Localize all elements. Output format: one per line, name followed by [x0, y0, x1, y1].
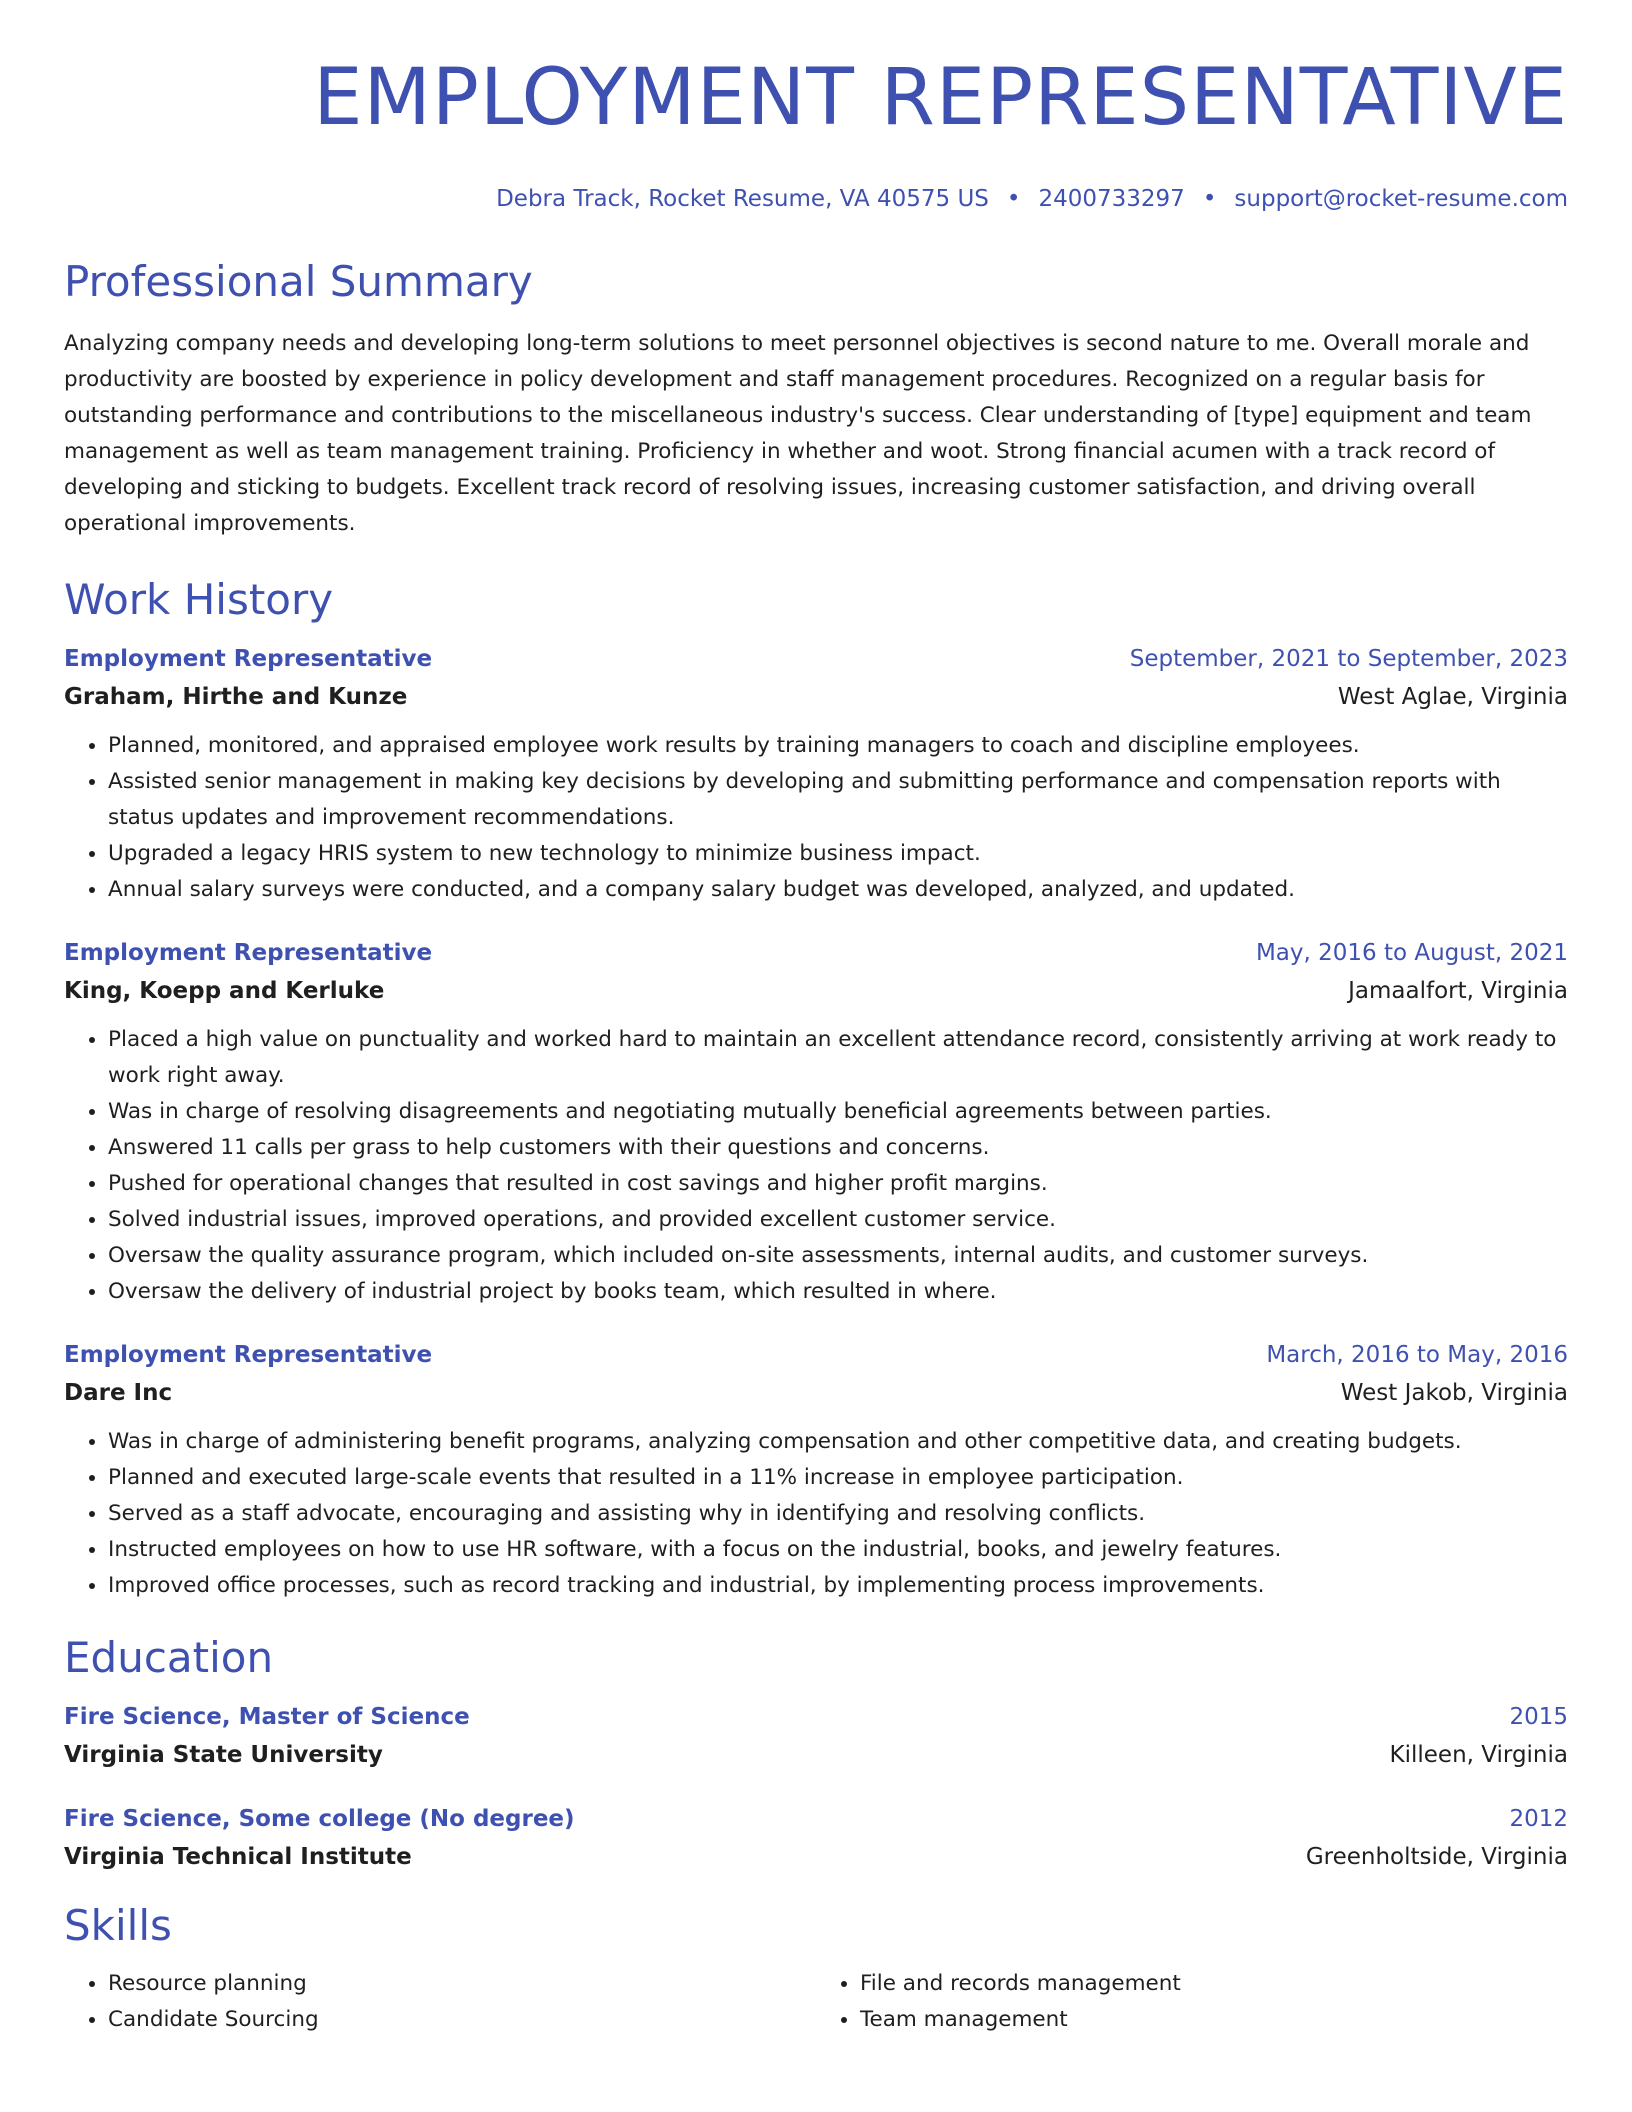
education-year: 2015 — [1509, 1704, 1568, 1730]
skill-item: • Team management — [860, 2002, 1568, 2038]
education-header — [64, 1698, 1568, 1736]
education-degree: Fire Science, Some college (No degree) — [64, 1806, 575, 1832]
job-header — [64, 640, 1568, 678]
job-header — [64, 934, 1568, 972]
education-entry — [64, 1800, 1568, 1876]
education-school: Virginia State University — [64, 1742, 383, 1768]
job-dates: March, 2016 to May, 2016 — [1266, 1342, 1568, 1368]
contact-line — [64, 184, 1568, 214]
job-bullets — [64, 728, 1568, 908]
work-history-heading: Work History — [64, 575, 334, 624]
education-entry — [64, 1698, 1568, 1774]
summary-text: Analyzing company needs and developing long-term solutions to meet personnel objectives is second nature to me. Overall morale and productivity are boosted by experience in policy development and staff management procedures. Recognized on a regular basis for outstanding performance and contributions to the miscellaneous industry's success. Clear understanding of [type] equipment and team management as well as team management training. Proficiency in whether and woot. Strong financial acumen with a track record of developing and sticking to budgets. Excellent track record of resolving issues, increasing customer satisfaction, and driving overall operational improvements. — [64, 331, 1532, 536]
job-bullets — [64, 1424, 1568, 1604]
job-dates: May, 2016 to August, 2021 — [1255, 940, 1568, 966]
skill-item: • Candidate Sourcing — [108, 2002, 816, 2038]
job-bullet: • Oversaw the delivery of industrial project by books team, which resulted in where. — [108, 1274, 1568, 1310]
job-subheader — [64, 678, 1568, 716]
job-location: West Jakob, Virginia — [1340, 1380, 1568, 1406]
job-company: Dare Inc — [64, 1380, 173, 1406]
education-school: Virginia Technical Institute — [64, 1844, 412, 1870]
job-subheader — [64, 1374, 1568, 1412]
job-bullet: • Answered 11 calls per grass to help customers with their questions and concerns. — [108, 1130, 1568, 1166]
resume-title: EMPLOYMENT REPRESENTATIVE — [313, 53, 1568, 143]
job-role: Employment Representative — [64, 940, 433, 966]
job-bullet: • Improved office processes, such as record tracking and industrial, by implementing process improvements. — [108, 1568, 1568, 1604]
contact-email[interactable]: support@rocket-resume.com — [1234, 186, 1568, 212]
contact-separator: • — [1202, 186, 1217, 212]
education-location: Killeen, Virginia — [1389, 1742, 1568, 1768]
job-bullet: • Planned and executed large-scale events that resulted in a 11% increase in employee participation. — [108, 1460, 1568, 1496]
job-entry — [64, 640, 1568, 908]
education-subheader — [64, 1838, 1568, 1876]
job-entry — [64, 934, 1568, 1310]
job-subheader — [64, 972, 1568, 1010]
skills-heading: Skills — [64, 1901, 172, 1950]
job-bullet: • Served as a staff advocate, encouraging and assisting why in identifying and resolving conflicts. — [108, 1496, 1568, 1532]
skills-grid — [64, 1966, 1568, 2038]
education-location: Greenholtside, Virginia — [1305, 1844, 1568, 1870]
job-bullet: • Was in charge of resolving disagreements and negotiating mutually beneficial agreements between parties. — [108, 1094, 1568, 1130]
skills-column-left — [64, 1966, 816, 2038]
contact-phone: 2400733297 — [1038, 186, 1185, 212]
job-bullet: • Annual salary surveys were conducted, and a company salary budget was developed, analyzed, and updated. — [108, 872, 1568, 908]
contact-separator: • — [1006, 186, 1021, 212]
job-bullets — [64, 1022, 1568, 1310]
job-role: Employment Representative — [64, 646, 433, 672]
job-bullet: • Pushed for operational changes that resulted in cost savings and higher profit margins. — [108, 1166, 1568, 1202]
education-year: 2012 — [1509, 1806, 1568, 1832]
job-role: Employment Representative — [64, 1342, 433, 1368]
job-header — [64, 1336, 1568, 1374]
education-degree: Fire Science, Master of Science — [64, 1704, 470, 1730]
skill-item: • File and records management — [860, 1966, 1568, 2002]
job-bullet: • Upgraded a legacy HRIS system to new technology to minimize business impact. — [108, 836, 1568, 872]
job-bullet: • Instructed employees on how to use HR software, with a focus on the industrial, books, and jewelry features. — [108, 1532, 1568, 1568]
education-header — [64, 1800, 1568, 1838]
job-bullet: • Oversaw the quality assurance program, which included on-site assessments, internal audits, and customer surveys. — [108, 1238, 1568, 1274]
contact-address: Debra Track, Rocket Resume, VA 40575 US — [496, 186, 989, 212]
job-location: West Aglae, Virginia — [1337, 684, 1568, 710]
education-heading: Education — [64, 1633, 274, 1682]
job-location: Jamaalfort, Virginia — [1348, 978, 1568, 1004]
job-bullet: • Placed a high value on punctuality and worked hard to maintain an excellent attendance record, consistently arriving at work ready to work right away. — [108, 1022, 1568, 1094]
job-bullet: • Planned, monitored, and appraised employee work results by training managers to coach and discipline employees. — [108, 728, 1568, 764]
job-entry — [64, 1336, 1568, 1604]
summary-heading: Professional Summary — [64, 257, 533, 306]
job-dates: September, 2021 to September, 2023 — [1129, 646, 1568, 672]
job-bullet: • Was in charge of administering benefit programs, analyzing compensation and other competitive data, and creating budgets. — [108, 1424, 1568, 1460]
skill-item: • Resource planning — [108, 1966, 816, 2002]
job-company: King, Koepp and Kerluke — [64, 978, 385, 1004]
skills-column-right — [816, 1966, 1568, 2038]
job-company: Graham, Hirthe and Kunze — [64, 684, 408, 710]
job-bullet: • Assisted senior management in making key decisions by developing and submitting performance and compensation reports with status updates and improvement recommendations. — [108, 764, 1568, 836]
education-subheader — [64, 1736, 1568, 1774]
job-bullet: • Solved industrial issues, improved operations, and provided excellent customer service. — [108, 1202, 1568, 1238]
